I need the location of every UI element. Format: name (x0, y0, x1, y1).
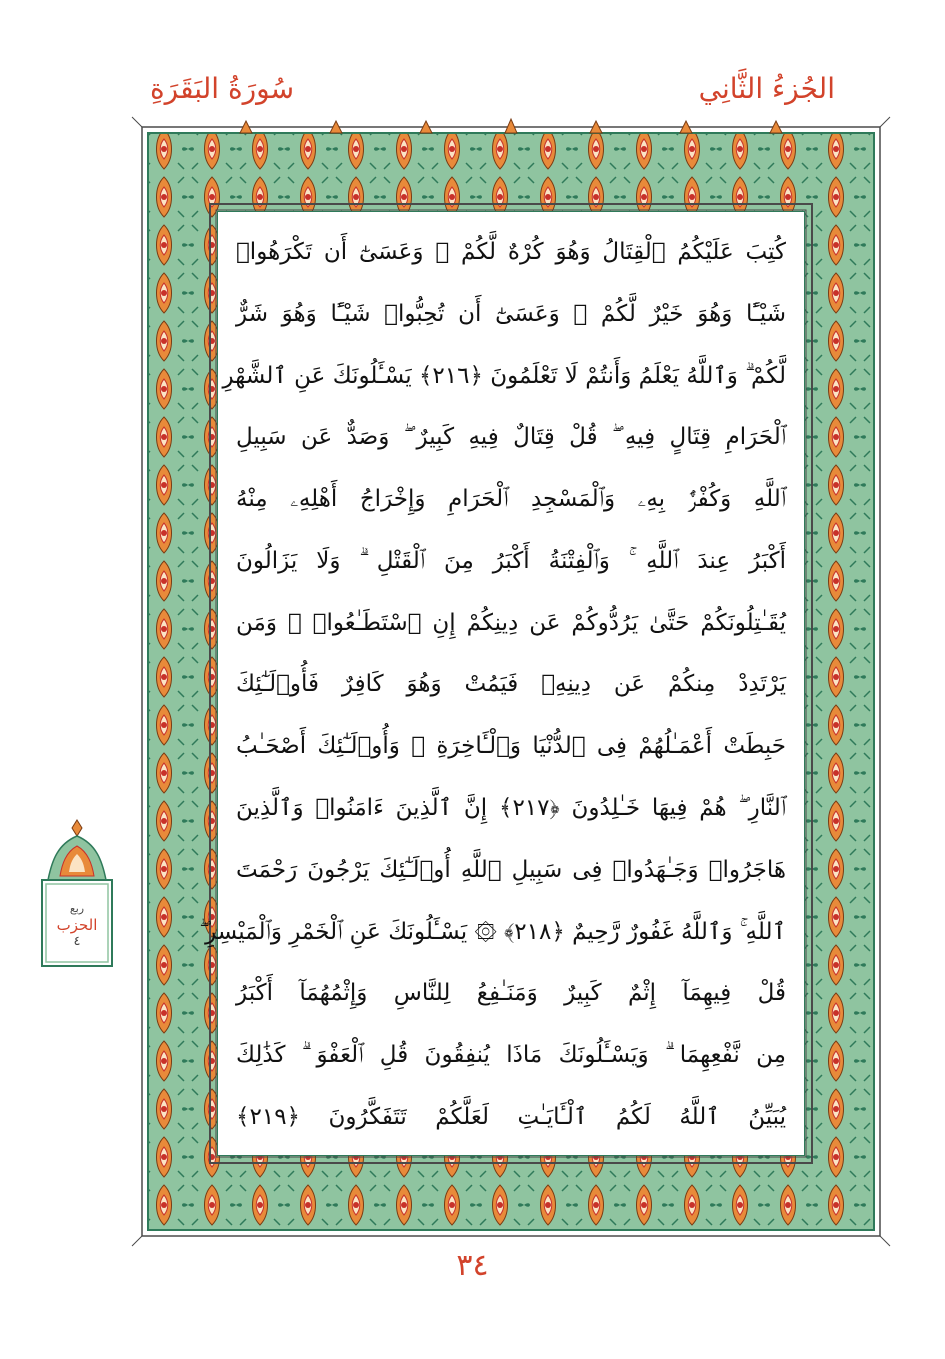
quran-text-panel (199, 212, 804, 1155)
hizb-number: ٤ (73, 934, 81, 949)
hizb-marker-label (40, 902, 114, 950)
verse-line-9: حَبِطَتْ أَعْمَـٰلُهُمْ فِى ٱلدُّنْيَا وَٱلْـَٔاخِرَةِ ۖ وَأُو۟لَـٰٓئِكَ أَصْحَـٰبُ (236, 733, 786, 760)
verse-line-12: ٱللَّهِ ۚ وَٱللَّهُ غَفُورٌ رَّحِيمٌ ﴿٢١٨﴾ ۞ يَسْـَٔلُونَكَ عَنِ ٱلْخَمْرِ وَٱلْمَيْسِرِ ۖ (199, 918, 786, 945)
page-number: ٣٤ (456, 1248, 489, 1283)
verse-line-8: يَرْتَدِدْ مِنكُمْ عَن دِينِهِۦ فَيَمُتْ وَهُوَ كَافِرٌ فَأُو۟لَـٰٓئِكَ (236, 671, 786, 698)
verse-line-5: ٱللَّهِ وَكُفْرٌۢ بِهِۦ وَٱلْمَسْجِدِ ٱلْحَرَامِ وَإِخْرَاجُ أَهْلِهِۦ مِنْهُ (236, 486, 786, 513)
verse-line-2: شَيْـًٔا وَهُوَ خَيْرٌ لَّكُمْ ۖ وَعَسَىٰٓ أَن تُحِبُّوا۟ شَيْـًٔا وَهُوَ شَرٌّ (236, 300, 786, 327)
verse-line-14: مِن نَّفْعِهِمَا ۗ وَيَسْـَٔلُونَكَ مَاذَا يُنفِقُونَ قُلِ ٱلْعَفْوَ ۗ كَذَٰلِكَ (236, 1042, 786, 1069)
verse-line-1: كُتِبَ عَلَيْكُمُ ٱلْقِتَالُ وَهُوَ كُرْهٌ لَّكُمْ ۖ وَعَسَىٰٓ أَن تَكْرَهُوا۟ (236, 239, 786, 265)
surah-title: سُورَةُ البَقَرَةِ (150, 72, 295, 105)
hizb-label: الحزب (56, 916, 98, 934)
verse-line-6: أَكْبَرُ عِندَ ٱللَّهِ ۚ وَٱلْفِتْنَةُ أَكْبَرُ مِنَ ٱلْقَتْلِ ۗ وَلَا يَزَالُونَ (236, 547, 786, 574)
verse-line-3: لَّكُمْ ۗ وَٱللَّهُ يَعْلَمُ وَأَنتُمْ لَا تَعْلَمُونَ ﴿٢١٦﴾ يَسْـَٔلُونَكَ عَنِ ٱلشَّهْرِ (222, 362, 786, 389)
verse-line-13: قُلْ فِيهِمَآ إِثْمٌ كَبِيرٌ وَمَنَـٰفِعُ لِلنَّاسِ وَإِثْمُهُمَآ أَكْبَرُ (236, 980, 786, 1007)
hizb-quarter-label: ربع (69, 902, 85, 915)
verse-line-15: يُبَيِّنُ ٱللَّهُ لَكُمُ ٱلْـَٔايَـٰتِ لَعَلَّكُمْ تَتَفَكَّرُونَ ﴿٢١٩﴾ (236, 1103, 786, 1130)
verse-line-7: يُقَـٰتِلُونَكُمْ حَتَّىٰ يَرُدُّوكُمْ عَن دِينِكُمْ إِنِ ٱسْتَطَـٰعُوا۟ ۚ وَمَن (236, 609, 786, 636)
verse-line-4: ٱلْحَرَامِ قِتَالٍ فِيهِ ۖ قُلْ قِتَالٌ فِيهِ كَبِيرٌ ۖ وَصَدٌّ عَن سَبِيلِ (236, 424, 786, 451)
juz-title: الجُزءُ الثَّانِي (698, 72, 835, 105)
verse-line-11: هَاجَرُوا۟ وَجَـٰهَدُوا۟ فِى سَبِيلِ ٱللَّهِ أُو۟لَـٰٓئِكَ يَرْجُونَ رَحْمَتَ (236, 856, 786, 883)
verse-line-10: ٱلنَّارِ ۖ هُمْ فِيهَا خَـٰلِدُونَ ﴿٢١٧﴾ إِنَّ ٱلَّذِينَ ءَامَنُوا۟ وَٱلَّذِينَ (236, 795, 786, 822)
